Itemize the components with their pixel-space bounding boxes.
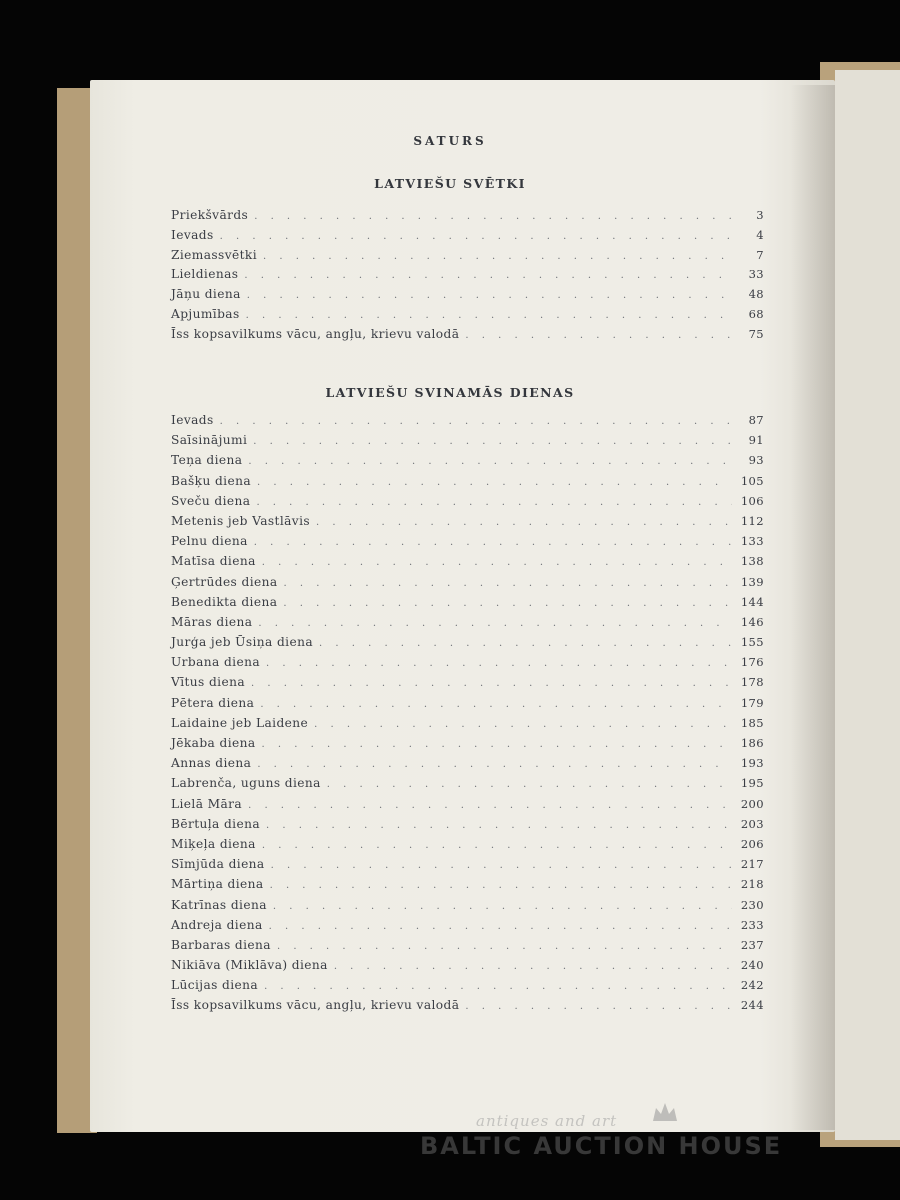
toc-entry-title: Bērtuļa diena [171, 816, 261, 831]
facing-page [835, 70, 900, 1140]
toc-list-svinamas-dienas [171, 413, 764, 1019]
dot-leader [283, 598, 732, 609]
toc-entry-title: Apjumības [171, 306, 240, 321]
dot-leader [314, 719, 732, 730]
toc-entry-page: 230 [740, 897, 764, 912]
toc-entry-title: Ievads [171, 413, 214, 427]
toc-list-svetki [171, 208, 764, 347]
dot-leader [262, 739, 732, 750]
toc-entry-page: 179 [740, 695, 764, 710]
toc-entry [171, 575, 764, 595]
toc-entry-page: 139 [740, 574, 764, 589]
toc-entry [171, 534, 764, 554]
dot-leader [220, 231, 732, 242]
toc-entry [171, 635, 764, 655]
dot-leader [246, 310, 732, 321]
dot-leader [269, 921, 732, 932]
toc-entry [171, 877, 764, 897]
toc-entry-page: 93 [748, 453, 764, 468]
toc-entry-title: Andreja diena [171, 917, 263, 932]
dot-leader [244, 270, 732, 281]
toc-entry-title: Lūcijas diena [171, 978, 259, 993]
section-heading-svetki: LATVIEŠU SVĒTKI [374, 176, 526, 191]
toc-entry [171, 857, 764, 877]
dot-leader [251, 678, 732, 689]
toc-entry [171, 595, 764, 615]
dot-leader [270, 880, 732, 891]
toc-entry [171, 287, 764, 307]
dot-leader [248, 800, 732, 811]
toc-entry [171, 228, 764, 248]
toc-entry-page: 242 [740, 978, 764, 993]
dot-leader [266, 658, 732, 669]
toc-entry-page: 240 [740, 958, 764, 973]
toc-entry-title: Urbana diena [171, 655, 260, 670]
toc-entry-page: 237 [740, 937, 764, 952]
toc-entry-title: Pelnu diena [171, 534, 248, 549]
dot-leader [254, 211, 732, 222]
toc-entry-page: 146 [740, 614, 764, 629]
toc-entry-page: 155 [740, 635, 764, 650]
dot-leader [316, 517, 732, 528]
toc-entry [171, 918, 764, 938]
toc-entry-page: 75 [748, 326, 764, 341]
toc-entry [171, 327, 764, 347]
toc-entry-page: 186 [740, 736, 764, 750]
toc-entry [171, 797, 764, 817]
toc-entry-page: 244 [740, 998, 764, 1013]
toc-entry-title: Labrenča, uguns diena [171, 776, 321, 791]
toc-entry-page: 195 [740, 776, 764, 791]
toc-entry-page: 48 [748, 287, 764, 302]
toc-entry-page: 138 [740, 554, 764, 569]
toc-entry-page: 91 [748, 433, 764, 448]
dot-leader [257, 759, 732, 770]
toc-entry-page: 218 [740, 877, 764, 892]
toc-entry-title: Teņa diena [171, 453, 243, 468]
toc-entry [171, 675, 764, 695]
toc-entry [171, 514, 764, 534]
toc-entry [171, 474, 764, 494]
section-heading-svinamas-dienas: LATVIEŠU SVINAMĀS DIENAS [325, 385, 575, 400]
toc-entry [171, 998, 764, 1018]
toc-entry [171, 453, 764, 473]
dot-leader [262, 557, 732, 568]
dot-leader [253, 436, 732, 447]
dot-leader [264, 981, 732, 992]
watermark-tagline: antiques and art [476, 1112, 618, 1130]
toc-entry-title: Metenis jeb Vastlāvis [171, 513, 311, 528]
dot-leader [327, 779, 732, 790]
toc-entry-page: 200 [740, 796, 764, 811]
toc-entry [171, 413, 764, 433]
toc-entry [171, 978, 764, 998]
dot-leader [277, 941, 732, 952]
toc-entry-page: 106 [740, 493, 764, 508]
toc-entry-page: 176 [740, 655, 764, 670]
toc-entry-page: 68 [748, 306, 764, 321]
toc-entry-title: Benedikta diena [171, 594, 278, 609]
toc-entry-page: 233 [740, 917, 764, 932]
toc-entry-title: Bašķu diena [171, 473, 252, 488]
toc-entry-page: 178 [740, 675, 764, 690]
toc-entry-page: 87 [748, 413, 764, 427]
dot-leader [334, 961, 732, 972]
toc-entry-title: Barbaras diena [171, 937, 271, 952]
toc-entry-page: 105 [740, 473, 764, 488]
toc-entry [171, 837, 764, 857]
dot-leader [266, 820, 732, 831]
dot-leader [319, 638, 732, 649]
toc-entry-title: Mārtiņa diena [171, 877, 264, 892]
toc-entry-title: Māras diena [171, 614, 253, 629]
dot-leader [260, 699, 732, 710]
toc-entry-title: Priekšvārds [171, 208, 249, 222]
toc-entry-page: 206 [740, 836, 764, 851]
toc-entry-title: Vītus diena [171, 675, 246, 690]
toc-entry [171, 433, 764, 453]
toc-entry-title: Sveču diena [171, 493, 251, 508]
toc-entry [171, 554, 764, 574]
toc-entry [171, 655, 764, 675]
toc-entry [171, 817, 764, 837]
toc-entry-title: Jēkaba diena [171, 736, 256, 750]
toc-entry-title: Jurģa jeb Ūsiņa diena [171, 635, 314, 650]
toc-entry-title: Īss kopsavilkums vācu, angļu, krievu valodā [171, 326, 460, 341]
toc-entry-title: Matīsa diena [171, 554, 256, 569]
watermark-brand: BALTIC AUCTION HOUSE [420, 1132, 783, 1160]
dot-leader [262, 840, 732, 851]
toc-entry-page: 3 [756, 208, 764, 222]
toc-entry [171, 776, 764, 796]
toc-entry-title: Ievads [171, 227, 214, 242]
toc-entry [171, 756, 764, 776]
toc-entry-title: Nikiāva (Miklāva) diena [171, 958, 328, 973]
toc-entry [171, 938, 764, 958]
toc-entry [171, 615, 764, 635]
toc-entry [171, 494, 764, 514]
dot-leader [257, 477, 732, 488]
dot-leader [248, 456, 732, 467]
toc-entry [171, 716, 764, 736]
dot-leader [284, 578, 732, 589]
dot-leader [273, 901, 732, 912]
toc-entry-title: Lielā Māra [171, 796, 243, 811]
dot-leader [247, 290, 732, 301]
page-title: SATURS [413, 134, 487, 148]
toc-entry-title: Laidaine jeb Laidene [171, 715, 309, 730]
toc-entry-page: 33 [748, 267, 764, 282]
toc-entry-page: 203 [740, 816, 764, 831]
dot-leader [220, 416, 732, 427]
page-gutter-shadow [790, 85, 835, 1130]
dot-leader [465, 1001, 732, 1012]
toc-entry-title: Jāņu diena [171, 287, 241, 302]
toc-entry-page: 185 [740, 715, 764, 730]
toc-entry-page: 217 [740, 857, 764, 872]
toc-entry-title: Lieldienas [171, 267, 239, 282]
toc-entry-title: Ziemassvētki [171, 247, 257, 262]
toc-entry [171, 898, 764, 918]
toc-entry-page: 193 [740, 756, 764, 771]
toc-entry-title: Pētera diena [171, 695, 255, 710]
toc-entry-page: 112 [740, 513, 764, 528]
toc-entry [171, 696, 764, 716]
dot-leader [254, 537, 732, 548]
toc-entry [171, 958, 764, 978]
toc-entry-page: 133 [740, 534, 764, 549]
dot-leader [465, 330, 732, 341]
toc-entry-page: 7 [756, 247, 764, 262]
toc-entry-page: 4 [756, 227, 764, 242]
dot-leader [263, 251, 732, 262]
dot-leader [271, 860, 732, 871]
toc-entry-page: 144 [740, 594, 764, 609]
dot-leader [258, 618, 732, 629]
toc-entry-title: Sīmjūda diena [171, 857, 265, 872]
toc-entry [171, 307, 764, 327]
toc-entry-title: Saīsinājumi [171, 433, 248, 448]
toc-entry-title: Annas diena [171, 756, 252, 771]
toc-entry [171, 267, 764, 287]
toc-entry-title: Īss kopsavilkums vācu, angļu, krievu valodā [171, 998, 460, 1013]
toc-entry-title: Katrīnas diena [171, 897, 267, 912]
toc-entry [171, 248, 764, 268]
toc-entry [171, 736, 764, 756]
dot-leader [256, 497, 732, 508]
toc-entry [171, 208, 764, 228]
toc-entry-title: Miķeļa diena [171, 836, 256, 851]
toc-entry-title: Ģertrūdes diena [171, 574, 278, 589]
